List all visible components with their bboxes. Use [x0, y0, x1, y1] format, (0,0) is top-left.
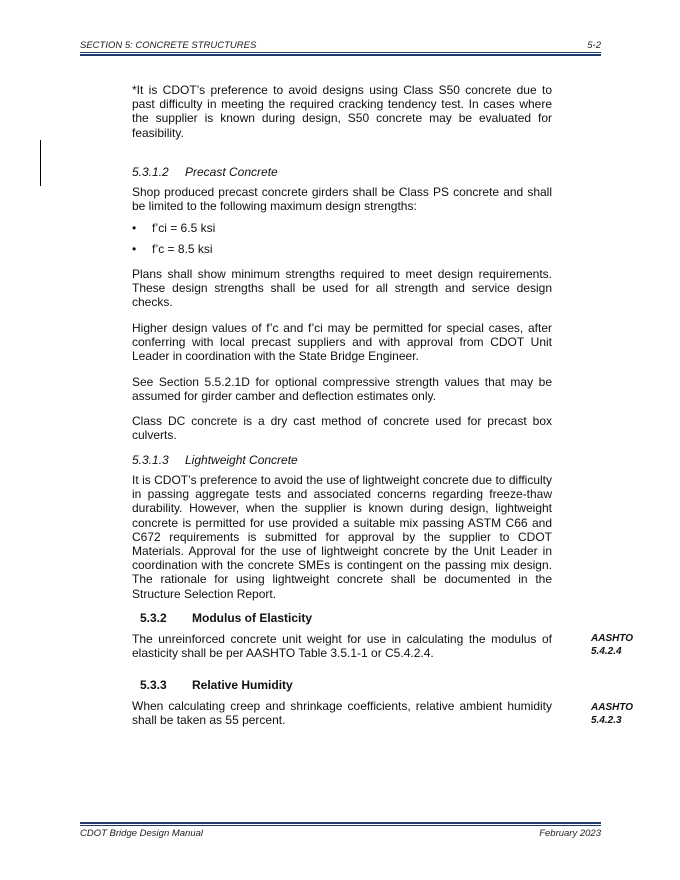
side-reference-aashto-5423 — [591, 702, 633, 727]
subsection-number: 5.3.1.3 — [132, 453, 169, 467]
page-header — [80, 40, 601, 52]
subsection-heading-5313 — [132, 453, 298, 467]
footer-date: February 2023 — [539, 828, 601, 839]
header-rule-thick — [80, 54, 601, 56]
subsection-title: Precast Concrete — [185, 165, 278, 179]
footer-rule-thin — [80, 825, 601, 826]
section-heading-532 — [140, 611, 312, 625]
bullet-icon: • — [132, 221, 137, 235]
paragraph-s50-note: *It is CDOT’s preference to avoid designs using Class S50 concrete due to past difficulty in meeting the required cracking tendency test. In cases where the supplier is known during design, S50 concrete may be evaluated for feasibility. — [132, 83, 552, 140]
bullet-icon: • — [132, 242, 137, 256]
paragraph-precast: Shop produced precast concrete girders shall be Class PS concrete and shall be limited to the following maximum design strengths: — [132, 185, 552, 214]
paragraph-modulus: The unreinforced concrete unit weight for use in calculating the modulus of elasticity shall be per AASHTO Table 3.5.1-1 or C5.4.2.4. — [132, 632, 552, 661]
section-title: Modulus of Elasticity — [192, 611, 313, 625]
side-reference-label: AASHTO — [591, 633, 634, 644]
bullet-text: f’ci = 6.5 ksi — [152, 221, 216, 235]
section-title: Relative Humidity — [192, 678, 293, 692]
paragraph-higher-values: Higher design values of f’c and f’ci may be permitted for special cases, after conferring with local precast suppliers and with approval from CDOT Unit Leader in coordination with the State Bridge Engineer. — [132, 321, 552, 364]
list-item — [132, 242, 213, 256]
bullet-text: f’c = 8.5 ksi — [152, 242, 213, 256]
paragraph-lightweight: It is CDOT’s preference to avoid the use of lightweight concrete due to difficulty in passing aggregate tests and associated concerns regarding freeze-thaw durability. However, when the supplier is known during design, lightweight concrete is permitted for use provided a suitable mix passing ASTM C66 and C672 requirements is submitted for approval by the supplier to CDOT Materials. Approval for the use of lightweight concrete by the Unit Leader in coordination with the concrete SMEs is contingent on the passing mix design. The rationale for using lightweight concrete shall be documented in the Structure Selection Report. — [132, 473, 552, 601]
paragraph-see-section: See Section 5.5.2.1D for optional compressive strength values that may be assumed for girder camber and deflection estimates only. — [132, 375, 552, 404]
revision-change-bar — [40, 140, 41, 186]
footer-manual-title: CDOT Bridge Design Manual — [80, 828, 204, 839]
list-item — [132, 221, 215, 235]
side-reference-clause: 5.4.2.4 — [591, 645, 622, 657]
side-reference-clause: 5.4.2.3 — [591, 714, 622, 726]
section-heading-533 — [140, 678, 293, 692]
subsection-number: 5.3.1.2 — [132, 165, 169, 179]
side-reference-aashto-5424 — [591, 633, 633, 658]
subsection-heading-5312 — [132, 165, 278, 179]
section-number: 5.3.2 — [140, 611, 167, 625]
page-footer — [80, 828, 601, 840]
header-page-number: 5-2 — [587, 40, 601, 51]
paragraph-humidity: When calculating creep and shrinkage coefficients, relative ambient humidity shall be taken as 55 percent. — [132, 699, 552, 728]
side-reference-label: AASHTO — [591, 702, 634, 713]
subsection-title: Lightweight Concrete — [185, 453, 298, 467]
section-number: 5.3.3 — [140, 678, 167, 692]
footer-rule-thick — [80, 822, 601, 824]
header-rule-thin — [80, 52, 601, 53]
header-section-title: SECTION 5: CONCRETE STRUCTURES — [80, 40, 257, 51]
paragraph-class-dc: Class DC concrete is a dry cast method of concrete used for precast box culverts. — [132, 414, 552, 443]
paragraph-plans: Plans shall show minimum strengths required to meet design requirements. These design strengths shall be used for all strength and service design checks. — [132, 267, 552, 310]
